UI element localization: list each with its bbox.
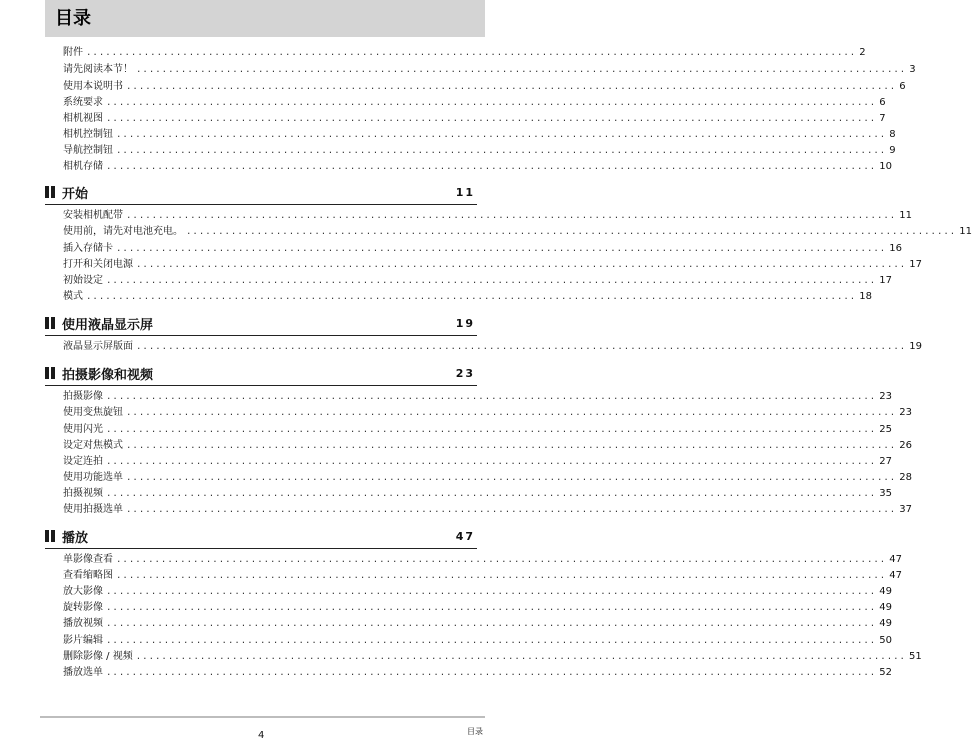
toc-entry[interactable]: [63, 339, 922, 355]
entry-page: 2: [859, 47, 866, 58]
leader-dots: ........................................................................................................................: [116, 555, 887, 565]
entry-label: 附件: [63, 47, 83, 58]
leader-dots: ........................................................................................................................: [106, 162, 877, 172]
entry-label: 系统要求: [63, 97, 103, 108]
page-title: 目录: [45, 0, 485, 37]
entry-page: 17: [909, 259, 922, 270]
section-title: 播放: [62, 530, 89, 546]
toc-entry[interactable]: [63, 584, 892, 600]
leader-dots: ........................................................................................................................: [86, 292, 857, 302]
entry-page: 17: [879, 275, 892, 286]
entry-page: 49: [879, 586, 892, 597]
leader-dots: ........................................................................................................................: [116, 146, 887, 156]
entry-label: 液晶显示屏版面: [63, 341, 133, 352]
leader-dots: ........................................................................................................................: [126, 441, 897, 451]
entry-page: 3: [909, 64, 916, 75]
section-marker-icon: [45, 317, 55, 329]
entry-label: 相机控制钮: [63, 129, 113, 140]
entry-page: 27: [879, 456, 892, 467]
leader-dots: ........................................................................................................................: [126, 211, 897, 221]
entry-label: 模式: [63, 291, 83, 302]
toc-entry[interactable]: [63, 95, 886, 111]
leader-dots: ........................................................................................................................: [106, 98, 877, 108]
leader-dots: ........................................................................................................................: [106, 392, 877, 402]
entry-page: 49: [879, 618, 892, 629]
toc-entry[interactable]: [63, 159, 892, 175]
entry-page: 52: [879, 667, 892, 678]
entry-label: 旋转影像: [63, 602, 103, 613]
toc-entry[interactable]: [63, 438, 912, 454]
toc-entry[interactable]: [63, 224, 972, 240]
section-heading[interactable]: [45, 180, 477, 205]
leader-dots: ........................................................................................................................: [106, 457, 877, 467]
toc-entry[interactable]: [63, 552, 902, 568]
entry-label: 设定连拍: [63, 456, 103, 467]
entry-page: 9: [889, 145, 896, 156]
toc-entry[interactable]: [63, 454, 892, 470]
entry-page: 49: [879, 602, 892, 613]
section-title: 使用液晶显示屏: [62, 317, 154, 333]
entry-page: 19: [909, 341, 922, 352]
leader-dots: ........................................................................................................................: [106, 276, 877, 286]
leader-dots: ........................................................................................................................: [116, 571, 887, 581]
toc-entry[interactable]: [63, 422, 892, 438]
toc-entry[interactable]: [63, 470, 912, 486]
section-heading[interactable]: [45, 361, 477, 386]
entry-page: 26: [899, 440, 912, 451]
entry-page: 6: [879, 97, 886, 108]
entry-label: 影片编辑: [63, 635, 103, 646]
footer-divider: [40, 716, 485, 718]
entry-page: 8: [889, 129, 896, 140]
leader-dots: ........................................................................................................................: [106, 587, 877, 597]
entry-label: 打开和关闭电源: [63, 259, 133, 270]
entry-page: 11: [959, 226, 972, 237]
entry-label: 删除影像 / 视频: [63, 651, 133, 662]
section-page: 11: [455, 185, 475, 199]
entry-page: 25: [879, 424, 892, 435]
leader-dots: ........................................................................................................................: [136, 260, 907, 270]
entry-page: 47: [889, 554, 902, 565]
entry-label: 使用前，请先对电池充电。: [63, 226, 183, 237]
entry-page: 23: [899, 407, 912, 418]
leader-dots: ........................................................................................................................: [106, 619, 877, 629]
entry-page: 28: [899, 472, 912, 483]
entry-label: 播放选单: [63, 667, 103, 678]
toc-entry[interactable]: [63, 208, 912, 224]
entry-page: 16: [889, 243, 902, 254]
section-marker-icon: [45, 186, 55, 198]
toc-entry[interactable]: [63, 665, 892, 681]
entry-label: 单影像查看: [63, 554, 113, 565]
toc-entry[interactable]: [63, 241, 902, 257]
toc-entry[interactable]: [63, 289, 872, 305]
toc-entry[interactable]: [63, 111, 886, 127]
toc-entry[interactable]: [63, 649, 922, 665]
leader-dots: ........................................................................................................................: [135, 652, 906, 662]
entry-label: 插入存储卡: [63, 243, 113, 254]
section-marker-icon: [45, 367, 55, 379]
section-title: 拍摄影像和视频: [62, 367, 154, 383]
section-heading[interactable]: [45, 311, 477, 336]
toc-entry[interactable]: [63, 45, 866, 61]
entry-label: 使用本说明书: [63, 81, 123, 92]
leader-dots: ........................................................................................................................: [116, 130, 887, 140]
entry-label: 导航控制钮: [63, 145, 113, 156]
entry-page: 18: [859, 291, 872, 302]
entry-label: 初始设定: [63, 275, 103, 286]
entry-page: 50: [879, 635, 892, 646]
entry-label: 安装相机配带: [63, 210, 123, 221]
entry-page: 35: [879, 488, 892, 499]
entry-page: 51: [908, 651, 922, 662]
leader-dots: ........................................................................................................................: [126, 473, 897, 483]
entry-label: 相机存储: [63, 161, 103, 172]
section-marker-icon: [45, 530, 55, 542]
toc-entry[interactable]: [63, 79, 906, 95]
toc-entry[interactable]: [63, 257, 922, 273]
leader-dots: ........................................................................................................................: [126, 82, 897, 92]
entry-label: 播放视频: [63, 618, 103, 629]
toc-entry[interactable]: [63, 502, 912, 518]
leader-dots: ........................................................................................................................: [126, 505, 897, 515]
entry-page: 37: [899, 504, 912, 515]
entry-label: 使用拍摄选单: [63, 504, 123, 515]
entry-page: 7: [879, 113, 886, 124]
leader-dots: ........................................................................................................................: [136, 65, 907, 75]
entry-label: 拍摄视频: [63, 488, 103, 499]
leader-dots: ........................................................................................................................: [106, 425, 877, 435]
leader-dots: ........................................................................................................................: [106, 636, 877, 646]
section-title: 开始: [62, 186, 89, 202]
entry-label: 设定对焦模式: [63, 440, 123, 451]
entry-label: 使用变焦旋钮: [63, 407, 123, 418]
toc-entry[interactable]: [63, 389, 892, 405]
entry-label: 使用闪光: [63, 424, 103, 435]
entry-label: 相机视图: [63, 113, 103, 124]
entry-label: 请先阅读本节！: [63, 64, 133, 75]
entry-label: 放大影像: [63, 586, 103, 597]
toc-entry[interactable]: [63, 600, 892, 616]
leader-dots: ........................................................................................................................: [126, 408, 897, 418]
leader-dots: ........................................................................................................................: [106, 668, 877, 678]
section-heading[interactable]: [45, 524, 477, 549]
toc-entry[interactable]: [63, 405, 912, 421]
entry-page: 23: [879, 391, 892, 402]
entry-page: 6: [899, 81, 906, 92]
footer-label: 目录: [467, 727, 483, 736]
toc-entry[interactable]: [63, 62, 916, 78]
leader-dots: ........................................................................................................................: [116, 244, 887, 254]
entry-page: 47: [889, 570, 902, 581]
entry-label: 拍摄影像: [63, 391, 103, 402]
toc-entry[interactable]: [63, 127, 896, 143]
leader-dots: ........................................................................................................................: [106, 489, 877, 499]
toc-entry[interactable]: [63, 486, 892, 502]
entry-page: 10: [879, 161, 892, 172]
leader-dots: ........................................................................................................................: [106, 114, 877, 124]
section-page: 47: [455, 529, 475, 543]
entry-label: 使用功能选单: [63, 472, 123, 483]
entry-label: 查看缩略图: [63, 570, 113, 581]
leader-dots: ........................................................................................................................: [186, 227, 957, 237]
leader-dots: ........................................................................................................................: [136, 342, 907, 352]
section-page: 23: [455, 366, 475, 380]
toc-entry[interactable]: [63, 143, 896, 159]
page-number: 4: [258, 730, 265, 741]
toc-entry[interactable]: [63, 633, 892, 649]
toc-entry[interactable]: [63, 273, 892, 289]
toc-entry[interactable]: [63, 616, 892, 632]
leader-dots: ........................................................................................................................: [106, 603, 877, 613]
leader-dots: ........................................................................................................................: [86, 48, 857, 58]
toc-entry[interactable]: [63, 568, 902, 584]
section-page: 19: [455, 316, 475, 330]
entry-page: 11: [899, 210, 912, 221]
